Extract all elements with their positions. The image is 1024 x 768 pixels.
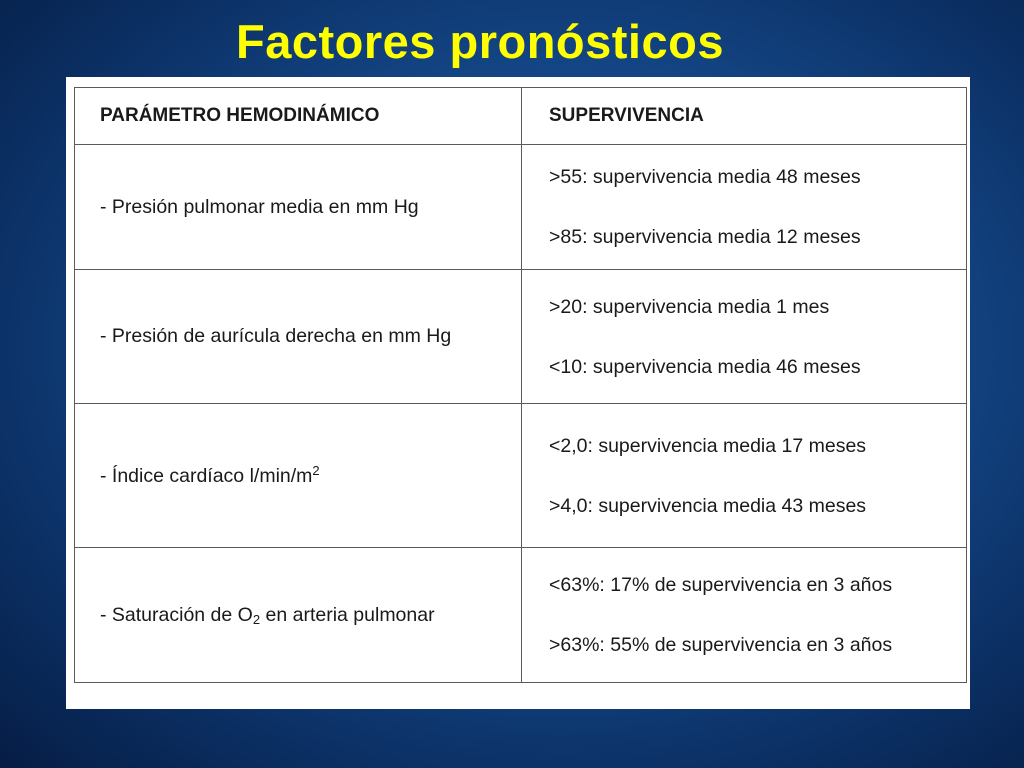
survival-line: >55: supervivencia media 48 meses: [549, 166, 861, 188]
table-panel: [66, 77, 970, 709]
survival-cell: [522, 548, 967, 683]
superscript: 2: [312, 463, 320, 478]
parameter-text: - Saturación de O: [100, 603, 253, 626]
parameter-cell: - Presión pulmonar media en mm Hg: [75, 145, 522, 270]
survival-cell: [522, 270, 967, 404]
table-row: [75, 548, 967, 683]
survival-line: <10: supervivencia media 46 meses: [549, 355, 861, 378]
survival-line: >85: supervivencia media 12 meses: [549, 226, 861, 248]
header-survival: SUPERVIVENCIA: [522, 88, 967, 145]
parameter-cell: - Presión de aurícula derecha en mm Hg: [75, 270, 522, 404]
parameter-text: - Índice cardíaco l/min/m: [100, 465, 313, 487]
survival-line: >20: supervivencia media 1 mes: [549, 295, 830, 318]
table-row: [75, 270, 967, 404]
table-header-row: [75, 88, 967, 145]
header-parameter: PARÁMETRO HEMODINÁMICO: [75, 88, 522, 145]
parameter-cell: [75, 548, 522, 683]
prognostic-factors-table: [74, 87, 967, 683]
table-row: [75, 145, 967, 270]
subscript: 2: [252, 611, 261, 627]
parameter-cell: [75, 404, 522, 548]
survival-line: >63%: 55% de supervivencia en 3 años: [549, 634, 893, 656]
survival-line: <63%: 17% de supervivencia en 3 años: [549, 574, 893, 596]
survival-cell: [522, 145, 967, 270]
table-row: [75, 404, 967, 548]
survival-cell: [522, 404, 967, 548]
slide-title: Factores pronósticos: [236, 15, 724, 68]
survival-line: <2,0: supervivencia media 17 meses: [549, 434, 867, 457]
parameter-text: en arteria pulmonar: [260, 603, 435, 626]
survival-line: >4,0: supervivencia media 43 meses: [549, 494, 867, 517]
